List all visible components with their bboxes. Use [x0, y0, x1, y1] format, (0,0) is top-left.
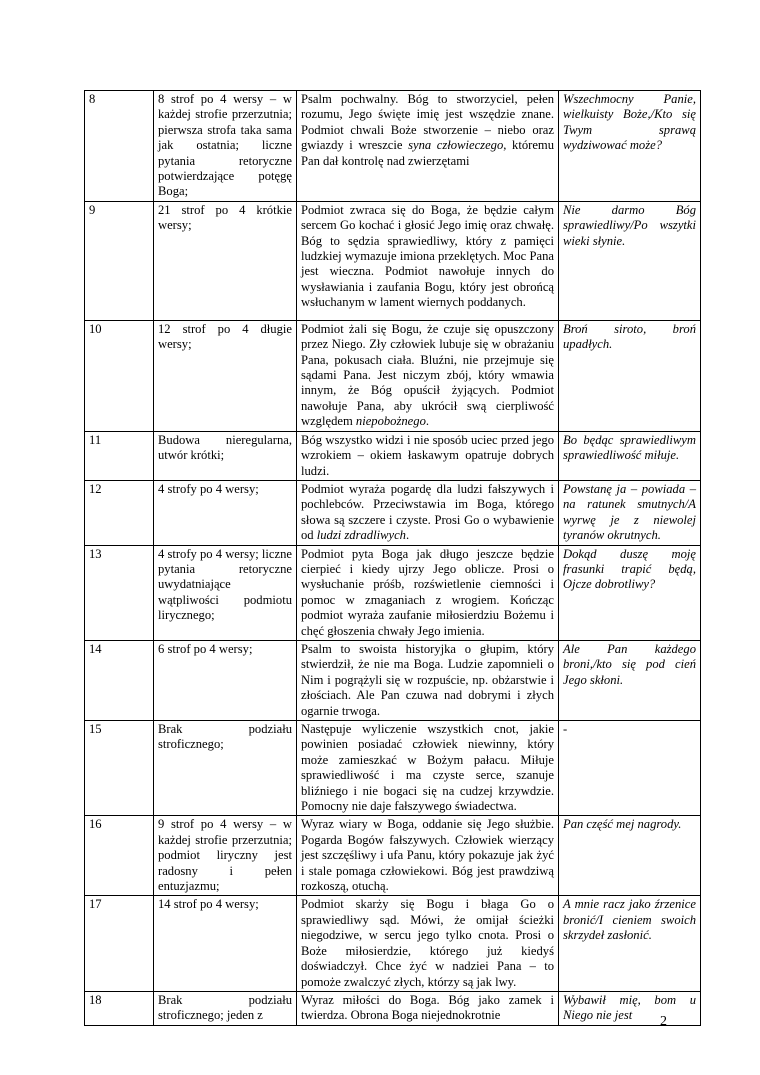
form-text: Brak podziału stroficznego; jeden z — [158, 992, 292, 1023]
psalm-number-cell — [85, 896, 154, 991]
table-row — [85, 721, 701, 816]
content-cell — [297, 991, 559, 1025]
table-body — [85, 91, 701, 1026]
content-cell — [297, 816, 559, 896]
psalm-number-cell — [85, 320, 154, 431]
form-cell — [154, 721, 297, 816]
psalm-number: 13 — [89, 546, 102, 561]
form-text: Budowa nieregularna, utwór krótki; — [158, 432, 292, 463]
table-row — [85, 896, 701, 991]
quote-cell — [559, 431, 701, 480]
psalm-number: 8 — [89, 92, 96, 106]
content-text: Podmiot zwraca się do Boga, że będzie całym sercem Go kochać i głosić Jego imię oraz chwałę. Bóg to sędzia sprawiedliwy, który z pamięci ludzkiej wymazuje imiona przeklętych. Moc Pana jest wieczna. Podmiot nawołuje innych do wysławiania i zaufania Bogu, który jest obrońcą wsłuchanym w lament wiernych poddanych. — [301, 202, 554, 310]
content-text: Psalm pochwalny. Bóg to stworzyciel, pełen rozumu, Jego święte imię jest wszędzie znane. Podmiot chwali Boże stworzenie – niebo oraz gwiazdy i wreszcie — [301, 92, 554, 153]
form-cell — [154, 431, 297, 480]
form-text: 12 strof po 4 długie wersy; — [158, 321, 292, 352]
form-text: 8 strof po 4 wersy – w każdej strofie przerzutnia; pierwsza strofa taka sama jak ostatnia; liczne pytania retoryczne potwierdzające potęgę Boga; — [158, 92, 292, 199]
form-text: 6 strof po 4 wersy; — [158, 641, 253, 656]
quote-text: Ale Pan każdego broni,/kto się pod cień Jego skłoni. — [563, 641, 696, 687]
psalm-number: 17 — [89, 897, 102, 912]
psalms-table — [84, 90, 701, 1026]
psalm-number: 10 — [89, 321, 102, 336]
form-cell — [154, 320, 297, 431]
psalm-number: 15 — [89, 722, 102, 736]
quote-cell — [559, 91, 701, 202]
psalm-number-cell — [85, 91, 154, 202]
content-italic: niepobożnego — [355, 414, 426, 429]
quote-cell — [559, 320, 701, 431]
quote-cell — [559, 991, 701, 1025]
quote-cell — [559, 480, 701, 545]
psalm-number: 9 — [89, 202, 96, 217]
quote-text: Dokąd duszę moję frasunki trapić będą, Ojcze dobrotliwy? — [563, 546, 696, 592]
form-cell — [154, 991, 297, 1025]
form-text: 9 strof po 4 wersy – w każdej strofie przerzutnia; podmiot liryczny jest radosny i pełen entuzjazmu; — [158, 817, 292, 894]
psalm-number: 16 — [89, 817, 102, 832]
table-row — [85, 431, 701, 480]
content-text: Bóg wszystko widzi i nie sposób uciec przed jego wzrokiem – okiem łaskawym opatruje dobrych ludzi. — [301, 432, 554, 478]
psalm-number: 18 — [89, 992, 102, 1007]
form-text: Brak podziału stroficznego; — [158, 722, 292, 752]
form-cell — [154, 201, 297, 320]
quote-cell — [559, 721, 701, 816]
psalm-number-cell — [85, 545, 154, 640]
content-text: Psalm to swoista historyjka o głupim, który stwierdził, że nie ma Boga. Ludzie zapomnieli o Nim i pogrążyli się w rozpuście, np. obżarstwie i złościach. Ale Pan czuwa nad dobrymi i złych ogarnie trwoga. — [301, 641, 554, 718]
content-cell — [297, 545, 559, 640]
psalm-number: 12 — [89, 481, 102, 496]
quote-text: - — [563, 722, 568, 736]
form-cell — [154, 91, 297, 202]
form-cell — [154, 545, 297, 640]
psalm-number-cell — [85, 480, 154, 545]
content-cell — [297, 721, 559, 816]
content-text: Podmiot żali się Bogu, że czuje się opuszczony przez Niego. Zły człowiek lubuje się w obrażaniu Pana, pokusach ciała. Bluźni, nie przejmuje się sądami Pana. Jest niczym zbój, który wmawia innym, że Bóg opuścił żyjących. Podmiot nawołuje Pana, aby ukrócił swą cierpliwość względem — [301, 321, 554, 429]
content-text-end: . — [405, 528, 410, 543]
quote-text: Wybawił mię, bom u Niego nie jest — [563, 992, 696, 1023]
quote-text: Bo będąc sprawiedliwym sprawiedliwość miłuje. — [563, 432, 696, 463]
quote-text: Nie darmo Bóg sprawiedliwy/Po wszytki wieki słynie. — [563, 202, 696, 248]
quote-cell — [559, 545, 701, 640]
psalm-number-cell — [85, 640, 154, 720]
psalm-number: 14 — [89, 641, 102, 656]
quote-cell — [559, 640, 701, 720]
form-text: 4 strofy po 4 wersy; — [158, 481, 259, 496]
quote-text: Pan część mej nagrody. — [563, 817, 682, 832]
quote-cell — [559, 816, 701, 896]
form-cell — [154, 640, 297, 720]
quote-text: Powstanę ja – powiada – na ratunek smutnych/A wyrwę je z niewolej tyranów okrutnych. — [563, 481, 696, 543]
psalm-number-cell — [85, 816, 154, 896]
quote-text: Broń siroto, broń upadłych. — [563, 321, 696, 352]
form-text: 4 strofy po 4 wersy; liczne pytania retoryczne uwydatniające wątpliwości podmiotu lirycznego; — [158, 546, 292, 623]
form-cell — [154, 896, 297, 991]
table-row — [85, 91, 701, 202]
quote-text: Wszechmocny Panie, wielkuisty Boże,/Kto się Twym sprawą wydziwować może? — [563, 92, 696, 153]
content-cell — [297, 480, 559, 545]
content-cell — [297, 431, 559, 480]
quote-cell — [559, 896, 701, 991]
content-text-end: . — [425, 414, 430, 429]
page-number: 2 — [660, 1014, 667, 1029]
form-cell — [154, 816, 297, 896]
psalm-number-cell — [85, 991, 154, 1025]
form-text: 21 strof po 4 krótkie wersy; — [158, 202, 292, 233]
content-text: Następuje wyliczenie wszystkich cnot, jakie powinien posiadać człowiek niewinny, który może zamieszkać w Bożym pałacu. Miłuje sprawiedliwość i ma czyste serce, szanuje bliźniego i nie bogaci się na cudzej krzywdzie. Pomocny nie daje fałszywego świadectwa. — [301, 722, 554, 814]
content-text: Podmiot wyraża pogardę dla ludzi fałszywych i pochlebców. Przeciwstawia im Boga, którego słowa są szczere i czyste. Prosi Go o wybawienie od — [301, 481, 554, 543]
content-italic: syna człowieczego — [408, 138, 504, 153]
content-cell — [297, 91, 559, 202]
quote-cell — [559, 201, 701, 320]
psalm-number: 11 — [89, 432, 102, 447]
table-row — [85, 320, 701, 431]
table-row — [85, 640, 701, 720]
table-row — [85, 816, 701, 896]
table-row — [85, 480, 701, 545]
content-cell — [297, 640, 559, 720]
psalm-number-cell — [85, 721, 154, 816]
table-row — [85, 201, 701, 320]
content-text: Podmiot skarży się Bogu i błaga Go o sprawiedliwy sąd. Mówi, że omijał ścieżki niegodziwe, w sercu jego tylko cnota. Prosi o Boże miłosierdzie, którego już kiedyś doświadczył. Chce żyć w nadziei Pana – to pomoże zwalczyć złych, którzy są jak lwy. — [301, 897, 554, 989]
content-text: Podmiot pyta Boga jak długo jeszcze będzie cierpieć i kiedy ujrzy Jego oblicze. Prosi o wysłuchanie próśb, rozświetlenie ciemności i pomoc w zmaganiach z wrogiem. Kończąc podmiot wyraża zaufanie miłosierdziu Bożemu i chęć głoszenia chwały Jego imienia. — [301, 546, 554, 638]
content-text: Wyraz wiary w Boga, oddanie się Jego służbie. Pogarda Bogów fałszywych. Człowiek wierzący jest szczęśliwy i ufa Panu, który pokazuje jak żyć i stale pomaga człowiekowi. Bóg jest prawdziwą rozkoszą, otuchą. — [301, 817, 554, 894]
content-cell — [297, 320, 559, 431]
form-text: 14 strof po 4 wersy; — [158, 897, 259, 912]
content-italic: ludzi zdradliwych — [316, 528, 406, 543]
table-row — [85, 545, 701, 640]
psalm-number-cell — [85, 201, 154, 320]
psalm-number-cell — [85, 431, 154, 480]
content-cell — [297, 201, 559, 320]
content-text-end: , któremu Pan dał kontrolę nad zwierzętami — [301, 138, 555, 168]
content-cell — [297, 896, 559, 991]
table-row — [85, 991, 701, 1025]
content-text: Wyraz miłości do Boga. Bóg jako zamek i twierdza. Obrona Boga niejednokrotnie — [301, 992, 554, 1023]
quote-text: A mnie racz jako źrzenice bronić/I cieniem swoich skrzydeł zasłonić. — [563, 897, 696, 943]
form-cell — [154, 480, 297, 545]
